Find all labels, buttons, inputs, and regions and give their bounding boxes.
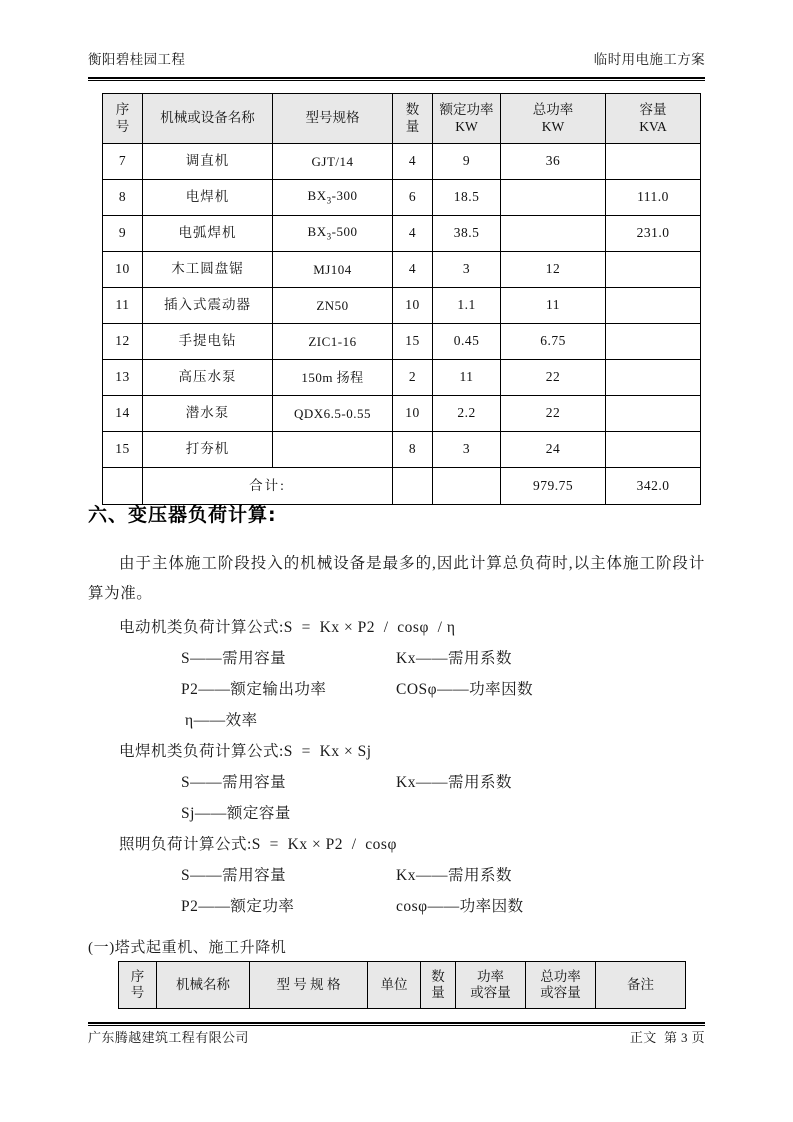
cell-total-power: 12 — [501, 252, 606, 288]
cell-seq: 7 — [103, 144, 143, 180]
formula-motor-defs-1 — [88, 643, 705, 674]
tower-col-header-quantity-line2: 量 — [431, 985, 445, 1000]
col-header-capacity-line1: 容量 — [639, 102, 667, 118]
cell-quantity: 8 — [393, 432, 433, 468]
col-header-rated-power-line1: 额定功率 — [439, 102, 494, 118]
table-row — [103, 216, 701, 252]
cell-quantity: 2 — [393, 360, 433, 396]
formula-welder-def-s: S——需用容量 — [181, 774, 287, 791]
formula-motor-def-p2: P2——额定输出功率 — [181, 681, 327, 698]
equipment-table — [102, 93, 701, 505]
header-divider — [88, 77, 705, 81]
cell-model: MJ104 — [273, 252, 393, 288]
col-header-capacity-unit: KVA — [639, 118, 667, 134]
formula-lighting-def-kx: Kx——需用系数 — [396, 867, 512, 884]
cell-total-power: 22 — [501, 360, 606, 396]
cell-model: ZN50 — [273, 288, 393, 324]
col-header-total-power-line1: 总功率 — [532, 102, 574, 118]
cell-model — [273, 432, 393, 468]
cell-model: $BX_3-500$ — [273, 216, 393, 252]
table-row — [103, 324, 701, 360]
formula-lighting-block — [88, 829, 705, 922]
cell-equipment-name: 木工圆盘锯 — [143, 252, 273, 288]
cell-equipment-name: 调直机 — [143, 144, 273, 180]
formula-lighting-title: 照明负荷计算公式:S = Kx × P2 / cosφ — [119, 836, 397, 853]
tower-col-header-unit: 单位 — [368, 962, 421, 1009]
cell-rated-power: 11 — [433, 360, 501, 396]
table-row — [103, 396, 701, 432]
total-seq-blank — [103, 468, 143, 505]
total-total-power: 979.75 — [501, 468, 606, 505]
table-row — [103, 180, 701, 216]
col-header-rated-power — [433, 94, 501, 144]
cell-rated-power: 2.2 — [433, 396, 501, 432]
cell-total-power — [501, 216, 606, 252]
tower-crane-table-header-row — [119, 962, 686, 1009]
cell-equipment-name: 插入式震动器 — [143, 288, 273, 324]
cell-equipment-name: 手提电钻 — [143, 324, 273, 360]
cell-quantity: 4 — [393, 144, 433, 180]
equipment-table-header-row — [103, 94, 701, 144]
cell-seq: 11 — [103, 288, 143, 324]
col-header-quantity-line2: 量 — [405, 118, 420, 134]
table-row — [103, 144, 701, 180]
tower-col-header-total-power-line2: 或容量 — [540, 985, 581, 1000]
cell-quantity: 4 — [393, 216, 433, 252]
equipment-table-container — [102, 93, 701, 505]
formula-lighting-defs-2 — [88, 891, 705, 922]
formula-motor-def-s: S——需用容量 — [181, 650, 287, 667]
cell-model: QDX6.5-0.55 — [273, 396, 393, 432]
col-header-seq-line1: 序 — [115, 102, 130, 118]
header-document-title: 临时用电施工方案 — [593, 52, 705, 67]
cell-quantity: 15 — [393, 324, 433, 360]
tower-crane-table — [118, 961, 686, 1009]
col-header-seq-line2: 号 — [115, 118, 130, 134]
cell-total-power: 24 — [501, 432, 606, 468]
table-row — [103, 288, 701, 324]
col-header-equipment-name: 机械或设备名称 — [143, 94, 273, 144]
total-rated-power — [433, 468, 501, 505]
section-paragraph: 由于主体施工阶段投入的机械设备是最多的,因此计算总负荷时,以主体施工阶段计算为准。 — [88, 555, 705, 602]
footer-page-number: 正文 第 3 页 — [629, 1030, 705, 1045]
tower-col-header-power — [456, 962, 526, 1009]
cell-capacity — [606, 252, 701, 288]
cell-model: ZIC1-16 — [273, 324, 393, 360]
formula-welder-title: 电焊机类负荷计算公式:S = Kx × Sj — [119, 743, 372, 760]
cell-rated-power: 1.1 — [433, 288, 501, 324]
cell-rated-power: 3 — [433, 432, 501, 468]
col-header-rated-power-unit: KW — [455, 118, 478, 134]
cell-capacity: 231.0 — [606, 216, 701, 252]
cell-total-power: 11 — [501, 288, 606, 324]
cell-quantity: 6 — [393, 180, 433, 216]
cell-equipment-name: 电焊机 — [143, 180, 273, 216]
cell-rated-power: 3 — [433, 252, 501, 288]
cell-rated-power: 0.45 — [433, 324, 501, 360]
cell-seq: 15 — [103, 432, 143, 468]
cell-equipment-name: 潜水泵 — [143, 396, 273, 432]
tower-col-header-quantity-line1: 数 — [431, 968, 445, 984]
total-capacity: 342.0 — [606, 468, 701, 505]
tower-col-header-model: 型 号 规 格 — [250, 962, 368, 1009]
footer-divider — [88, 1022, 705, 1026]
formula-lighting-def-cosphi: cosφ——功率因数 — [396, 898, 524, 915]
cell-rated-power: 38.5 — [433, 216, 501, 252]
cell-capacity — [606, 288, 701, 324]
cell-rated-power: 9 — [433, 144, 501, 180]
col-header-total-power-unit: KW — [541, 118, 565, 134]
cell-equipment-name: 电弧焊机 — [143, 216, 273, 252]
total-quantity — [393, 468, 433, 505]
table-row — [103, 360, 701, 396]
col-header-capacity — [606, 94, 701, 144]
cell-model: 150m 扬程 — [273, 360, 393, 396]
tower-col-header-power-line1: 功率 — [477, 968, 504, 984]
cell-seq: 14 — [103, 396, 143, 432]
cell-capacity — [606, 144, 701, 180]
formula-lighting-def-s: S——需用容量 — [181, 867, 287, 884]
cell-equipment-name: 打夯机 — [143, 432, 273, 468]
tower-col-header-total-power-line1: 总功率 — [540, 968, 581, 984]
tower-col-header-machine-name: 机械名称 — [157, 962, 250, 1009]
cell-equipment-name: 高压水泵 — [143, 360, 273, 396]
formula-welder-defs-1 — [88, 767, 705, 798]
cell-model: GJT/14 — [273, 144, 393, 180]
tower-col-header-seq — [119, 962, 157, 1009]
cell-seq: 9 — [103, 216, 143, 252]
formula-motor-defs-2 — [88, 674, 705, 705]
formula-motor-block — [88, 612, 705, 736]
table-total-row — [103, 468, 701, 505]
formula-motor-def-cosphi: COSφ——功率因数 — [396, 681, 534, 698]
tower-col-header-power-line2: 或容量 — [470, 985, 511, 1000]
cell-capacity — [606, 432, 701, 468]
formula-welder-def-sj: Sj——额定容量 — [181, 805, 291, 822]
cell-quantity: 10 — [393, 288, 433, 324]
col-header-seq — [103, 94, 143, 144]
cell-capacity — [606, 396, 701, 432]
table-row — [103, 432, 701, 468]
formula-welder-block — [88, 736, 705, 829]
cell-capacity: 111.0 — [606, 180, 701, 216]
tower-col-header-seq-line2: 号 — [130, 985, 145, 1000]
cell-quantity: 4 — [393, 252, 433, 288]
running-header — [88, 52, 705, 68]
section-heading: 六、变压器负荷计算: — [88, 504, 277, 526]
tower-col-header-seq-line1: 序 — [130, 968, 145, 984]
table-row — [103, 252, 701, 288]
tower-col-header-total-power — [526, 962, 596, 1009]
cell-quantity: 10 — [393, 396, 433, 432]
cell-total-power: 36 — [501, 144, 606, 180]
col-header-quantity-line1: 数 — [405, 102, 420, 118]
cell-model: $BX_3-300$ — [273, 180, 393, 216]
cell-total-power — [501, 180, 606, 216]
running-footer — [88, 1030, 705, 1047]
header-project-name: 衡阳碧桂园工程 — [88, 52, 186, 67]
tower-col-header-remarks: 备注 — [596, 962, 686, 1009]
col-header-total-power — [501, 94, 606, 144]
cell-seq: 12 — [103, 324, 143, 360]
formula-lighting-def-p2: P2——额定功率 — [181, 898, 295, 915]
footer-company-name: 广东腾越建筑工程有限公司 — [88, 1030, 249, 1045]
cell-capacity — [606, 360, 701, 396]
formula-lighting-defs-1 — [88, 860, 705, 891]
cell-capacity — [606, 324, 701, 360]
cell-seq: 10 — [103, 252, 143, 288]
col-header-model: 型号规格 — [273, 94, 393, 144]
cell-seq: 13 — [103, 360, 143, 396]
formula-welder-def-kx: Kx——需用系数 — [396, 774, 512, 791]
formula-motor-title: 电动机类负荷计算公式:S = Kx × P2 / cosφ / η — [119, 619, 456, 636]
formula-motor-def-kx: Kx——需用系数 — [396, 650, 512, 667]
col-header-quantity — [393, 94, 433, 144]
cell-total-power: 6.75 — [501, 324, 606, 360]
cell-seq: 8 — [103, 180, 143, 216]
cell-rated-power: 18.5 — [433, 180, 501, 216]
tower-crane-table-container — [118, 961, 686, 1009]
formula-motor-def-eta: η——效率 — [185, 712, 258, 729]
subsection-heading: (一)塔式起重机、施工升降机 — [88, 940, 287, 956]
total-label: 合计: — [143, 468, 393, 505]
cell-total-power: 22 — [501, 396, 606, 432]
tower-col-header-quantity — [421, 962, 456, 1009]
